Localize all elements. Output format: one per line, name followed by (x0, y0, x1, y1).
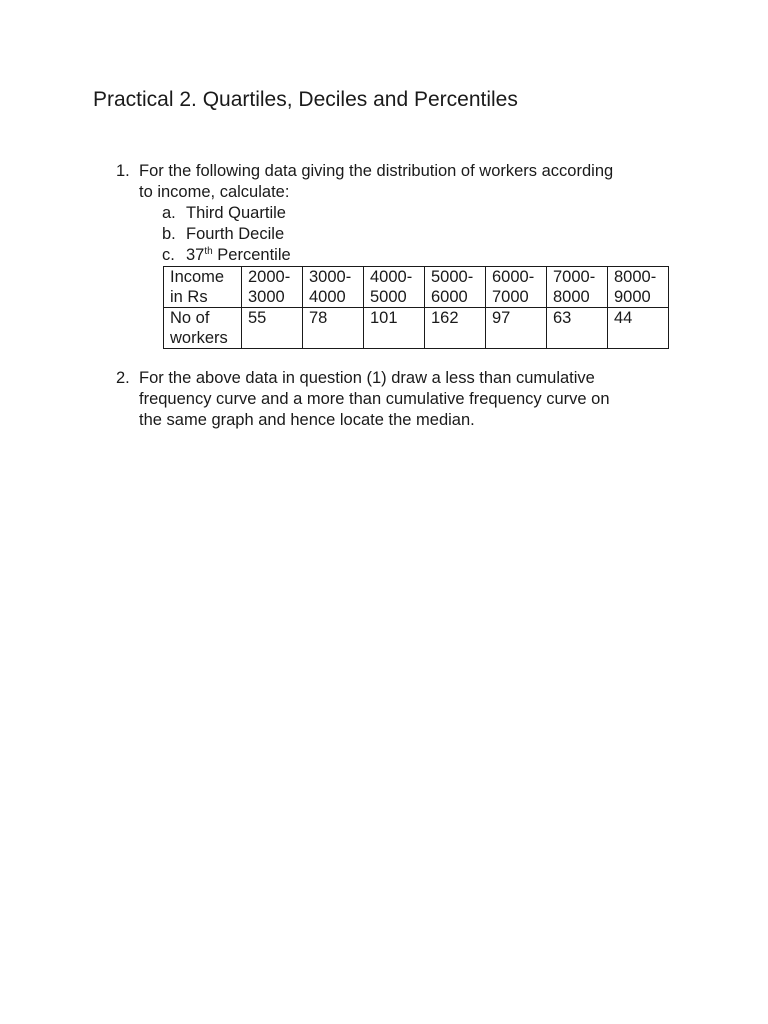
income-range-start: 3000- (309, 268, 352, 286)
subitem-b-letter: b. (162, 225, 176, 243)
question-2-line-1: For the above data in question (1) draw a less than cumulative (139, 369, 595, 387)
table-cell-workers-count: 44 (608, 308, 669, 349)
table-cell-workers-label (164, 308, 242, 349)
income-range-start: 4000- (370, 268, 413, 286)
table-cell-workers-count: 101 (364, 308, 425, 349)
table-cell-income-range (608, 267, 669, 308)
table-cell-income-range (547, 267, 608, 308)
table-row-workers (164, 308, 669, 349)
table-cell-workers-count: 78 (303, 308, 364, 349)
workers-label-line-2: workers (170, 329, 228, 347)
subitem-c-number: 37 (186, 246, 205, 264)
table-cell-income-label (164, 267, 242, 308)
subitem-a (162, 203, 286, 224)
table-cell-workers-count: 162 (425, 308, 486, 349)
subitem-b (162, 224, 284, 245)
question-1-number: 1. (116, 162, 130, 180)
income-label-line-2: in Rs (170, 288, 208, 306)
table-cell-income-range (242, 267, 303, 308)
question-1-line-2: to income, calculate: (139, 183, 290, 201)
income-range-end: 8000 (553, 288, 590, 306)
table-cell-workers-count: 63 (547, 308, 608, 349)
income-range-start: 2000- (248, 268, 291, 286)
income-range-end: 5000 (370, 288, 407, 306)
table-row-income (164, 267, 669, 308)
income-label-line-1: Income (170, 268, 225, 286)
income-range-start: 8000- (614, 268, 657, 286)
income-distribution-table (163, 266, 669, 349)
question-2-line-2: frequency curve and a more than cumulative frequency curve on (139, 390, 610, 408)
question-2-line-3: the same graph and hence locate the median. (139, 411, 475, 429)
income-range-end: 9000 (614, 288, 651, 306)
question-1-text (139, 161, 669, 203)
workers-label-line-1: No of (170, 309, 210, 327)
subitem-a-letter: a. (162, 204, 176, 222)
subitem-c-text: Percentile (212, 246, 291, 264)
income-range-end: 4000 (309, 288, 346, 306)
table-cell-income-range (425, 267, 486, 308)
question-1-line-1: For the following data giving the distribution of workers according (139, 162, 614, 180)
table-cell-income-range (364, 267, 425, 308)
subitem-c-superscript: th (204, 246, 213, 257)
table-cell-workers-count: 97 (486, 308, 547, 349)
subitem-c-letter: c. (162, 246, 175, 264)
income-range-end: 3000 (248, 288, 285, 306)
income-range-start: 5000- (431, 268, 474, 286)
table-cell-income-range (303, 267, 364, 308)
table-cell-income-range (486, 267, 547, 308)
subitem-a-text: Third Quartile (186, 204, 286, 222)
subitem-c (162, 245, 291, 266)
table-cell-workers-count: 55 (242, 308, 303, 349)
subitem-b-text: Fourth Decile (186, 225, 285, 243)
income-range-start: 6000- (492, 268, 535, 286)
question-2-number: 2. (116, 369, 130, 387)
question-2-text (139, 368, 669, 431)
income-range-end: 7000 (492, 288, 529, 306)
document-title: Practical 2. Quartiles, Deciles and Percentiles (93, 88, 518, 111)
income-range-start: 7000- (553, 268, 596, 286)
income-range-end: 6000 (431, 288, 468, 306)
